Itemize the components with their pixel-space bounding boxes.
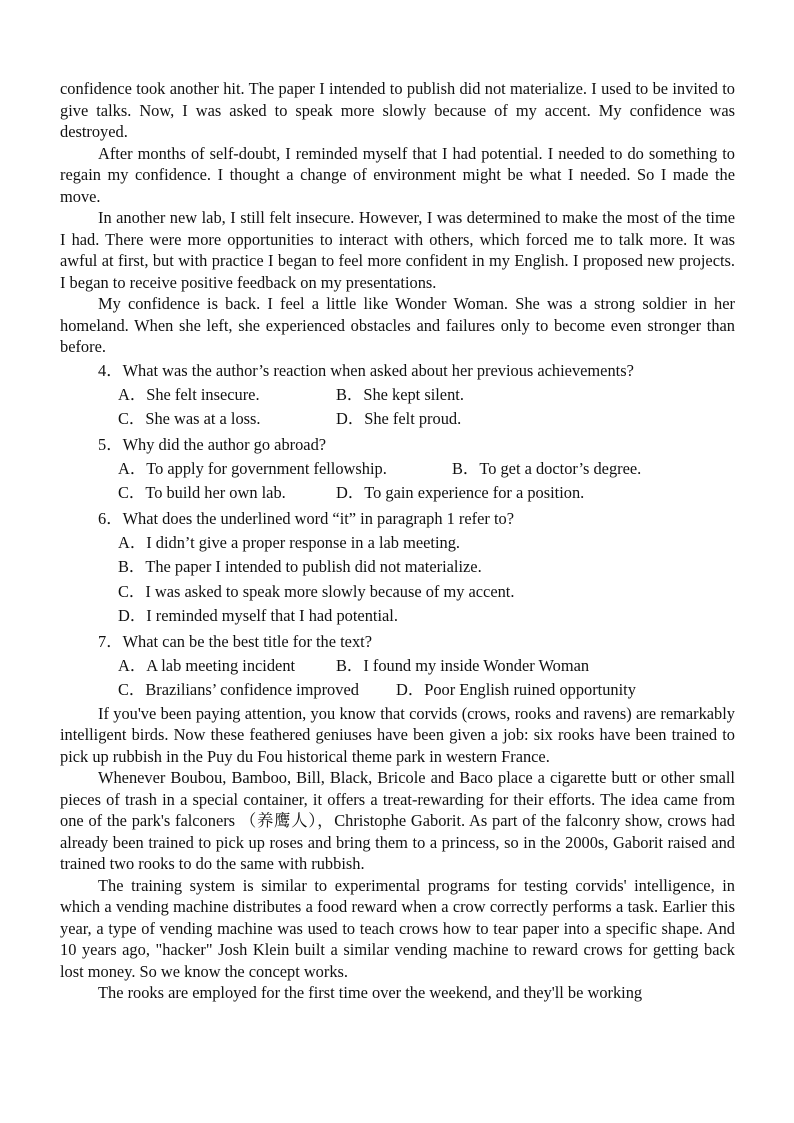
option-b[interactable]: B．She kept silent. (336, 384, 464, 404)
passage1-paragraph-2: After months of self-doubt, I reminded myself that I had potential. I needed to do something to regain my confidence. I thought a change of environment might be what I needed. So I made the move. (60, 143, 735, 206)
question-stem: 4．What was the author’s reaction when asked about her previous achievements? (98, 360, 634, 380)
option-a[interactable]: A．A lab meeting incident (118, 655, 296, 675)
question-stem: 7．What can be the best title for the text? (98, 631, 372, 651)
passage2-paragraph-4: The rooks are employed for the first time over the weekend, and they'll be working (98, 983, 643, 1002)
option-c[interactable]: C．She was at a loss. (118, 409, 261, 428)
question-6 (60, 507, 735, 629)
option-a[interactable]: A．I didn’t give a proper response in a lab meeting. (118, 532, 460, 552)
passage2-paragraph-2: Whenever Boubou, Bamboo, Bill, Black, Bricole and Baco place a cigarette butt or other small pieces of trash in a special container, it offers a treat-rewarding for their efforts. The idea came from one of the park's falconers （养鹰人），Christophe Gaborit. As part of the falconry show, crows had already been trained to pick up roses and bring them to a princess, so in the 2000s, Gaborit raised and trained two rooks to do the same with rubbish. (60, 768, 735, 873)
option-d[interactable]: D．She felt proud. (336, 409, 462, 428)
option-b[interactable]: B．I found my inside Wonder Woman (336, 655, 590, 675)
passage1-paragraph-1: confidence took another hit. The paper I intended to publish did not materialize. I used to be invited to give talks. Now, I was asked to speak more slowly because of my accent. My confidence was destroyed. (60, 79, 735, 141)
question-5 (60, 433, 735, 506)
option-a[interactable]: A．She felt insecure. (118, 384, 260, 404)
option-b[interactable]: B．To get a doctor’s degree. (452, 458, 642, 478)
option-row (118, 654, 735, 679)
question-stem: 5．Why did the author go abroad? (98, 434, 327, 454)
option-row (118, 481, 735, 506)
option-d[interactable]: D．Poor English ruined opportunity (396, 680, 636, 699)
option-b[interactable]: B．The paper I intended to publish did not materialize. (118, 557, 482, 576)
option-row (118, 407, 735, 432)
option-c[interactable]: C．To build her own lab. (118, 483, 286, 502)
passage2-paragraph-3: The training system is similar to experimental programs for testing corvids' intelligence, in which a vending machine distributes a food reward when a crow correctly performs a task. Earlier this year, a type of vending machine was used to teach crows how to tear paper into a specific shape. And 10 years ago, "hacker" Josh Klein built a similar vending machine to reward crows for getting back lost money. So we know the concept works. (60, 875, 735, 981)
option-c[interactable]: C．I was asked to speak more slowly because of my accent. (118, 581, 515, 601)
passage1-paragraph-3: In another new lab, I still felt insecure. However, I was determined to make the most of the time I had. There were more opportunities to interact with others, which forced me to talk more. It was awful at first, but with practice I began to feel more confident in my English. I proposed new projects. I began to receive positive feedback on my presentations. (60, 208, 735, 292)
question-4 (60, 359, 735, 432)
passage1-paragraph-4: My confidence is back. I feel a little like Wonder Woman. She was a strong soldier in her homeland. When she left, she experienced obstacles and failures only to become even stronger than before. (60, 294, 735, 356)
option-d[interactable]: D．To gain experience for a position. (336, 483, 585, 502)
option-row (118, 383, 735, 408)
option-a[interactable]: A．To apply for government fellowship. (118, 458, 387, 478)
option-d[interactable]: D．I reminded myself that I had potential. (118, 606, 398, 625)
option-row (118, 678, 735, 703)
option-row (118, 457, 735, 482)
question-stem: 6．What does the underlined word “it” in paragraph 1 refer to? (98, 508, 514, 528)
passage2-paragraph-1: If you've been paying attention, you know that corvids (crows, rooks and ravens) are remarkably intelligent birds. Now these feathered geniuses have been given a job: six rooks have been trained to pick up rubbish in the Puy du Fou historical theme park in western France. (60, 703, 735, 766)
option-c[interactable]: C．Brazilians’ confidence improved (118, 680, 359, 699)
document-body (60, 78, 735, 1004)
question-7 (60, 630, 735, 703)
